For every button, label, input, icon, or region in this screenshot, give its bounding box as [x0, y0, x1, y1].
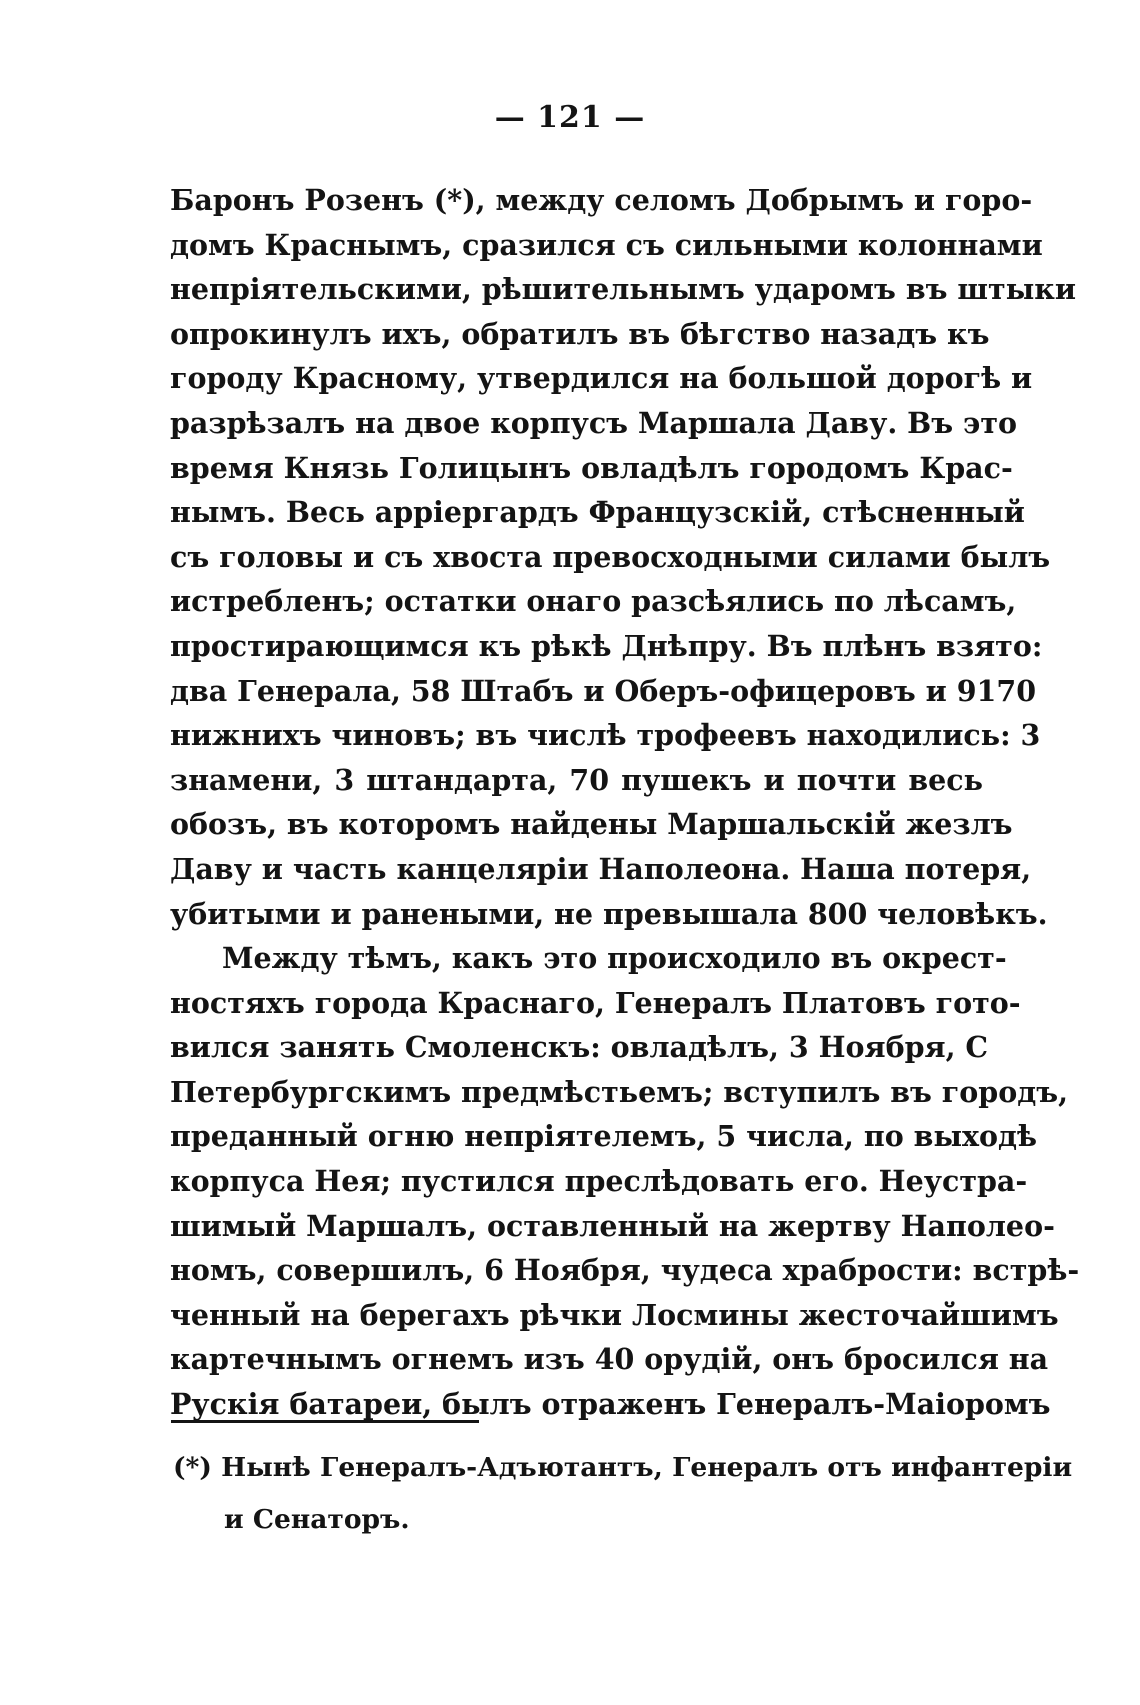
paragraph-1 — [170, 178, 1076, 936]
text-line: разрѣзалъ на двое корпусъ Маршала Даву. Въ это — [170, 405, 1018, 440]
text-line: непріятельскими, рѣшительнымъ ударомъ въ штыки — [170, 272, 1076, 307]
footnote — [173, 1442, 1073, 1546]
paragraph-2 — [170, 936, 1080, 1427]
text-line: обозъ, въ которомъ найдены Маршальскій жезлъ — [170, 807, 1013, 842]
text-line: домъ Краснымъ, сразился съ сильными колоннами — [170, 227, 1043, 262]
text-line: Петербургскимъ предмѣстьемъ; вступилъ въ городъ, — [170, 1074, 1069, 1109]
text-line: Даву и часть канцеляріи Наполеона. Наша потеря, — [170, 851, 1032, 886]
text-line: преданный огню непріятелемъ, 5 числа, по выходѣ — [170, 1119, 1038, 1154]
text-line: два Генерала, 58 Штабъ и Оберъ-офицеровъ и 9170 — [170, 673, 1037, 708]
text-line: вился занять Смоленскъ: овладѣлъ, 3 Ноября, С — [170, 1030, 989, 1065]
text-line: съ головы и съ хвоста превосходными силами былъ — [170, 539, 1051, 574]
text-line: корпуса Нея; пустился преслѣдовать его. Неустра- — [170, 1164, 1028, 1199]
text-line: нымъ. Весь арріергардъ Французскій, стѣсненный — [170, 495, 1025, 530]
page-number: — 121 — — [494, 100, 646, 135]
text-line: время Князь Голицынъ овладѣлъ городомъ Крас- — [170, 450, 1013, 485]
text-line: номъ, совершилъ, 6 Ноября, чудеса храбрости: встрѣ- — [170, 1253, 1080, 1288]
text-line: Рускія батареи, былъ отраженъ Генералъ-Маіоромъ — [170, 1387, 1051, 1422]
text-line: Баронъ Розенъ (*), между селомъ Добрымъ и горо- — [170, 183, 1033, 217]
text-line: нижнихъ чиновъ; въ числѣ трофеевъ находились: 3 — [170, 718, 1041, 753]
text-line: опрокинулъ ихъ, обратилъ въ бѣгство назадъ къ — [170, 316, 990, 351]
text-line: простирающимся къ рѣкѣ Днѣпру. Въ плѣнъ взято: — [170, 628, 1043, 663]
text-line: убитыми и ранеными, не превышала 800 человѣкъ. — [170, 896, 1048, 931]
text-line: истребленъ; остатки онаго разсѣялись по лѣсамъ, — [170, 584, 1017, 619]
footnote-divider — [171, 1420, 479, 1423]
footnote-line: (*) Нынѣ Генералъ-Адъютантъ, Генералъ отъ инфантеріи — [173, 1452, 1073, 1483]
text-line: знамени, 3 штандарта, 70 пушекъ и почти весь — [170, 762, 983, 797]
body-text — [170, 178, 1080, 1427]
text-line: ностяхъ города Краснаго, Генералъ Платовъ гото- — [170, 985, 1021, 1020]
text-line: городу Красному, утвердился на большой дорогѣ и — [170, 361, 1033, 396]
text-line: Между тѣмъ, какъ это происходило въ окрест- — [222, 941, 1007, 976]
footnote-line: и Сенаторъ. — [224, 1504, 410, 1535]
text-line: ченный на берегахъ рѣчки Лосмины жесточайшимъ — [170, 1297, 1059, 1332]
text-line: шимый Маршалъ, оставленный на жертву Наполео- — [170, 1208, 1055, 1243]
text-line: картечнымъ огнемъ изъ 40 орудій, онъ бросился на — [170, 1342, 1049, 1377]
